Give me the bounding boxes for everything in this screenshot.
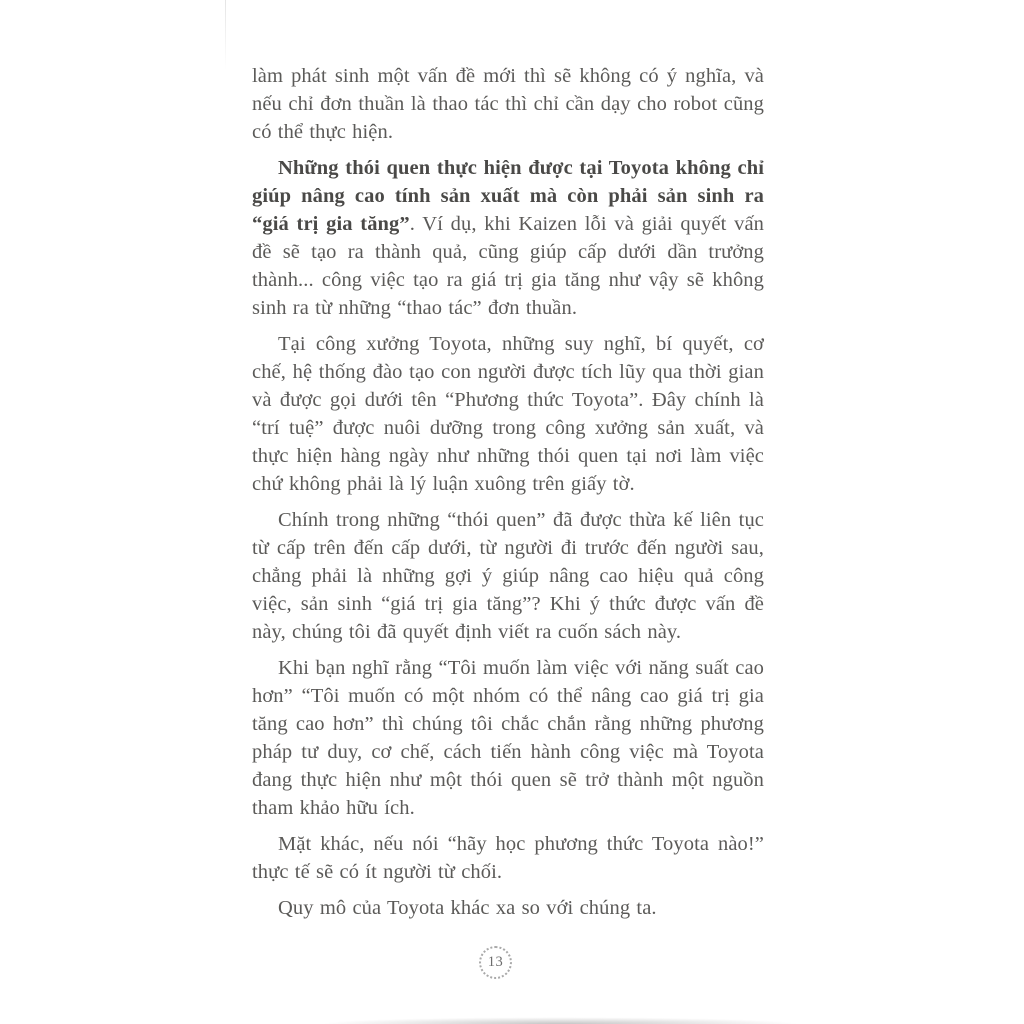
text-segment-bold: Những thói quen thực hiện được tại Toyota không chỉ giúp nâng cao tính sản xuất mà còn phải sản sinh ra “giá trị gia tăng” bbox=[252, 157, 764, 235]
paragraph bbox=[252, 654, 764, 822]
paragraph bbox=[252, 154, 764, 322]
paragraph bbox=[252, 62, 764, 146]
text-segment: Khi bạn nghĩ rằng “Tôi muốn làm việc với năng suất cao hơn” “Tôi muốn có một nhóm có thể nâng cao giá trị gia tăng cao hơn” thì chúng tôi chắc chắn rằng những phương pháp tư duy, cơ chế, cách tiến hành công việc mà Toyota đang thực hiện như một thói quen sẽ trở thành một nguồn tham khảo hữu ích. bbox=[252, 657, 764, 819]
text-block bbox=[252, 62, 764, 930]
page-bottom-shadow bbox=[280, 1016, 840, 1024]
paragraph bbox=[252, 830, 764, 886]
paragraph bbox=[252, 506, 764, 646]
paragraph bbox=[252, 330, 764, 498]
page-edge-line bbox=[225, 0, 226, 70]
page-number-badge bbox=[479, 946, 512, 979]
text-segment: Quy mô của Toyota khác xa so với chúng ta. bbox=[278, 897, 657, 919]
text-segment: . Ví dụ, khi Kaizen lỗi và giải quyết vấn đề sẽ tạo ra thành quả, cũng giúp cấp dưới dần trưởng thành... công việc tạo ra giá trị gia tăng như vậy sẽ không sinh ra từ những “thao tác” đơn thuần. bbox=[252, 213, 764, 319]
text-segment: Chính trong những “thói quen” đã được thừa kế liên tục từ cấp trên đến cấp dưới, từ người đi trước đến người sau, chẳng phải là những gợi ý giúp nâng cao hiệu quả công việc, sản sinh “giá trị gia tăng”? Khi ý thức được vấn đề này, chúng tôi đã quyết định viết ra cuốn sách này. bbox=[252, 509, 764, 643]
text-segment: Tại công xưởng Toyota, những suy nghĩ, bí quyết, cơ chế, hệ thống đào tạo con người được tích lũy qua thời gian và được gọi dưới tên “Phương thức Toyota”. Đây chính là “trí tuệ” được nuôi dưỡng trong công xưởng sản xuất, và thực hiện hàng ngày như những thói quen tại nơi làm việc chứ không phải là lý luận xuông trên giấy tờ. bbox=[252, 333, 764, 495]
text-segment: làm phát sinh một vấn đề mới thì sẽ không có ý nghĩa, và nếu chỉ đơn thuần là thao tác thì chỉ cần dạy cho robot cũng có thể thực hiện. bbox=[252, 65, 764, 143]
text-segment: Mặt khác, nếu nói “hãy học phương thức Toyota nào!” thực tế sẽ có ít người từ chối. bbox=[252, 833, 764, 883]
paragraph bbox=[252, 894, 764, 922]
page-number: 13 bbox=[487, 954, 504, 970]
